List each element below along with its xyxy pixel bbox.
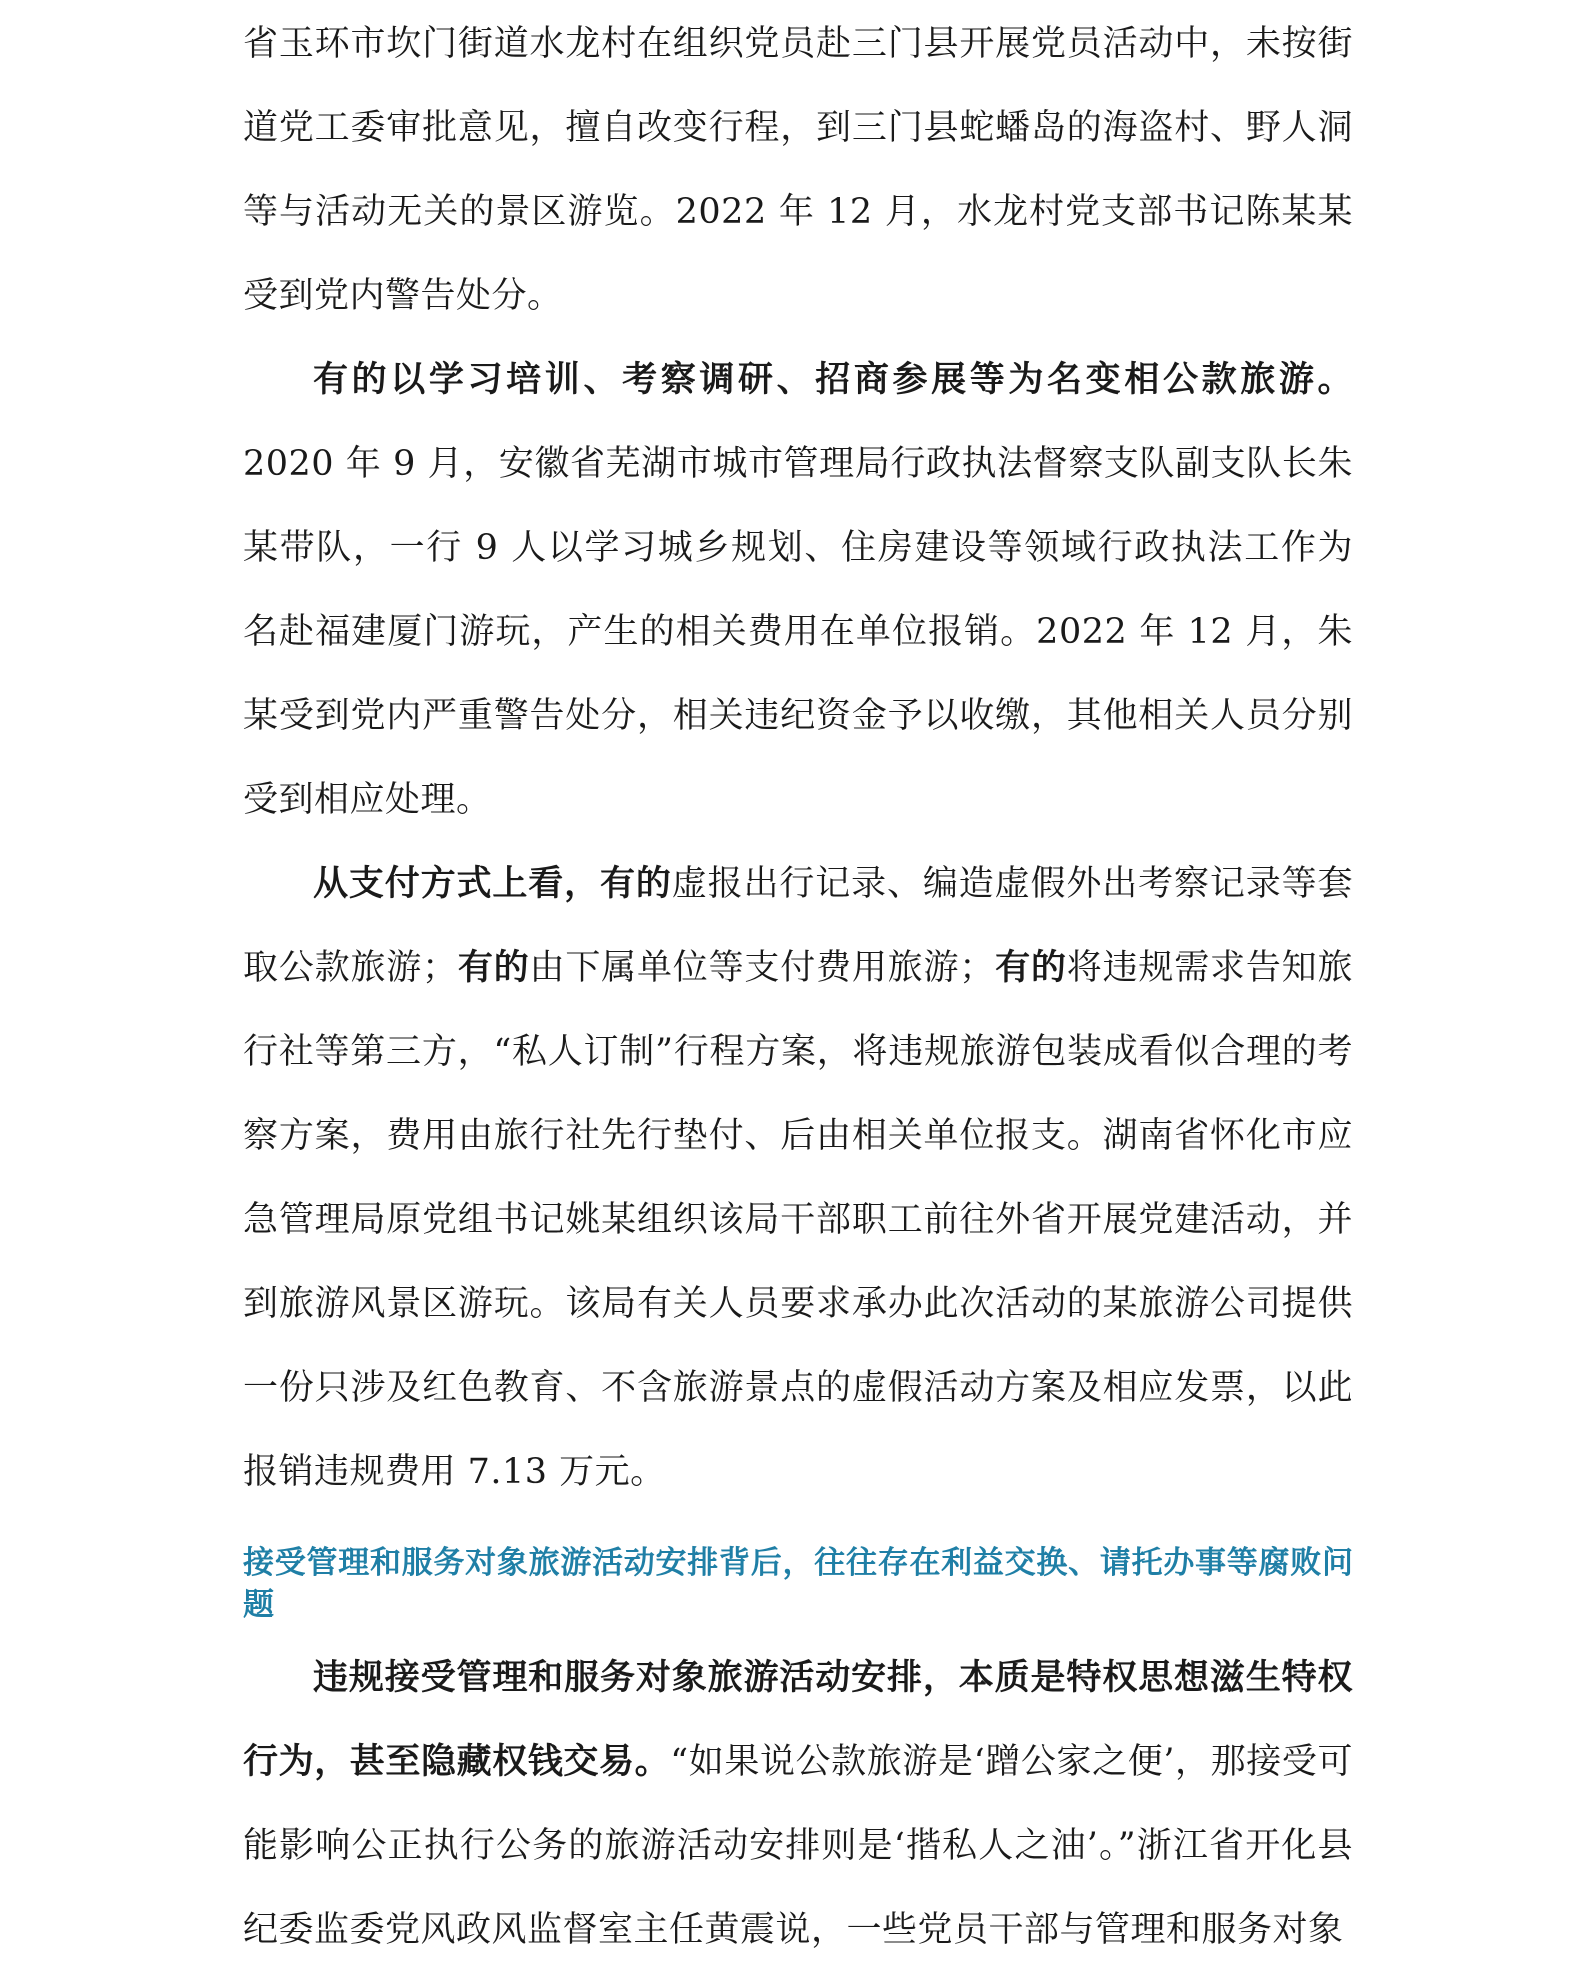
paragraph-2-text: 2020 年 9 月，安徽省芜湖市城市管理局行政执法督察支队副支队长朱某带队，一行 9 人以学习城乡规划、住房建设等领域行政执法工作为名赴福建厦门游玩，产生的相关费用在单位报销。2022 年 12 月，朱某受到党内严重警告处分，相关违纪资金予以收缴，其他相关人员分别受到相应处理。 xyxy=(243,444,1353,820)
paragraph-1-text: 省玉环市坎门街道水龙村在组织党员赴三门县开展党员活动中，未按街道党工委审批意见，擅自改变行程，到三门县蛇蟠岛的海盗村、野人洞等与活动无关的景区游览。2022 年 12 月，水龙村党支部书记陈某某受到党内警告处分。 xyxy=(243,24,1353,316)
paragraph-2 xyxy=(243,338,1353,842)
paragraph-2-lead: 有的以学习培训、考察调研、招商参展等为名变相公款旅游。 xyxy=(313,360,1353,400)
paragraph-3-bold-3: 有的 xyxy=(994,948,1067,988)
paragraph-1 xyxy=(243,0,1353,338)
paragraph-3-lead: 从支付方式上看， xyxy=(313,864,600,904)
paragraph-4-text: “如果说公款旅游是‘蹭公家之便’，那接受可能影响公正执行公务的旅游活动安排则是‘揩私人之油’。”浙江省开化县纪委监委党风政风监督室主任黄震说，一些党员干部与管理和服务对象 xyxy=(243,1742,1353,1950)
section-subheading: 接受管理和服务对象旅游活动安排背后，往往存在利益交换、请托办事等腐败问题 xyxy=(243,1545,1353,1623)
paragraph-3-text-1: 虚报出行记录、编造虚假外出考察记录等套取公款旅游； xyxy=(243,864,1353,988)
paragraph-3-text-2: 由下属单位等支付费用旅游； xyxy=(529,948,995,988)
paragraph-4 xyxy=(243,1636,1353,1972)
paragraph-4-lead: 违规接受管理和服务对象旅游活动安排，本质是特权思想滋生特权行为，甚至隐藏权钱交易。 xyxy=(243,1658,1353,1782)
article-page xyxy=(243,0,1353,1972)
paragraph-3-text-3: 将违规需求告知旅行社等第三方，“私人订制”行程方案，将违规旅游包装成看似合理的考察方案，费用由旅行社先行垫付、后由相关单位报支。湖南省怀化市应急管理局原党组书记姚某组织该局干部职工前往外省开展党建活动，并到旅游风景区游玩。该局有关人员要求承办此次活动的某旅游公司提供一份只涉及红色教育、不含旅游景点的虚假活动方案及相应发票，以此报销违规费用 7.13 万元。 xyxy=(243,948,1353,1492)
paragraph-3-bold-1: 有的 xyxy=(600,864,672,904)
paragraph-3-bold-2: 有的 xyxy=(457,948,530,988)
paragraph-3 xyxy=(243,842,1353,1514)
